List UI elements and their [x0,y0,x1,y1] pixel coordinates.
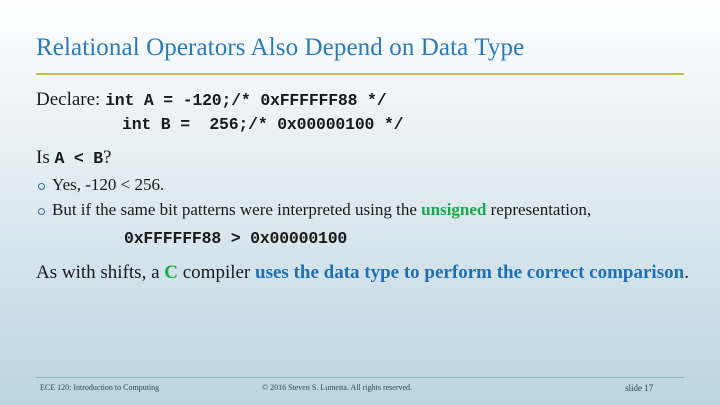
footer-divider [36,377,684,378]
footer-course: ECE 120: Introduction to Computing [40,383,160,392]
closing-highlight: uses the data type to perform the correct comparison [255,262,685,283]
declare-code-b: int B = 256;/* 0x00000100 */ [122,115,404,134]
bullet-2-text-part2: representation, [486,200,592,219]
declare-line-2 [36,112,696,136]
list-item [36,175,696,195]
question-line [36,146,696,170]
footer-slide-number: slide 17 [625,383,654,393]
title-divider [36,73,684,75]
closing-period: . [684,262,689,283]
question-suffix: ? [103,147,112,168]
slide-body [36,88,696,284]
bullet-2-text-part1: But if the same bit patterns were interpreted using the [52,200,422,219]
declare-line-1 [36,88,696,112]
declare-label: Declare: [36,89,106,110]
footer-copyright: © 2016 Steven S. Lumetta. All rights reserved. [262,383,413,392]
page-title: Relational Operators Also Depend on Data Type [36,34,525,61]
c-keyword: C [164,262,178,283]
comparison-code: 0xFFFFFF88 > 0x00000100 [124,229,348,248]
list-item [36,200,696,220]
question-prefix: Is [36,147,55,168]
closing-statement [36,262,696,284]
question-code: A < B [54,149,103,168]
declare-code-a: int A = -120;/* 0xFFFFFF88 */ [105,91,387,110]
bullet-1-text: Yes, -120 < 256. [52,175,165,194]
closing-part1: As with shifts, a [36,262,165,283]
closing-part2: compiler [177,262,256,283]
unsigned-keyword: unsigned [421,200,487,219]
